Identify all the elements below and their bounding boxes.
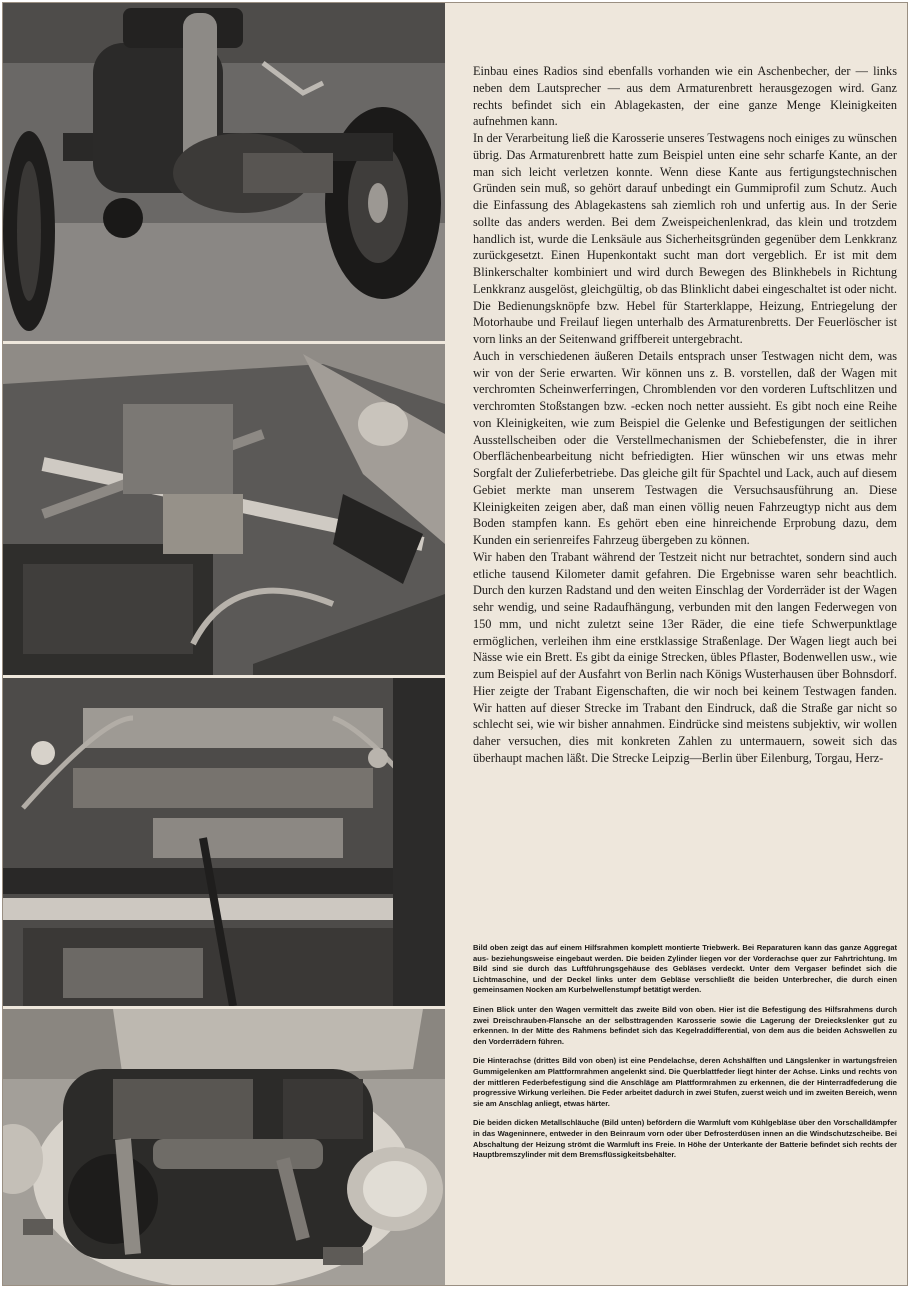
article-paragraph: Wir haben den Trabant während der Testzeit nicht nur betrachtet, sondern sind auch etliche tausend Kilometer damit gefahren. Die Ergebnisse waren sehr beachtlich. Durch den kurzen Radstand und den weiten Einschlag der Vorderräder ist der Wagen sehr wendig, und seine Radaufhängung, verbunden mit den langen Federwegen von 150 mm, und nicht zuletzt seine 13er Räder, die eine tiefe Schwerpunktlage ermöglichen, verleihen ihm eine erstklassige Straßenlage. Der Wagen liegt auch bei Nässe wie ein Brett. Es gibt da einige Strecken, übles Pflaster, Bodenwellen usw., wie zum Beispiel auf der Ausfahrt von Berlin nach Königs Wusterhausen über Bohnsdorf. Hier zeigte der Trabant Eigenschaften, die wir noch bei keinem Testwagen fanden. Wir hatten auf dieser Strecke im Trabant den Eindruck, daß die Straße gar nicht so schlecht sei, wie wir bisher annahmen. Eindrücke sind meistens subjektiv, wir wollen daher versuchen, dies mit konkreten Zahlen zu untermauern, soweit sich das überhaupt machen läßt. Die Strecke Leipzig—Berlin über Eilenburg, Torgau, Herz- — [473, 549, 897, 765]
photo-captions — [473, 943, 897, 1170]
article-body — [473, 63, 897, 767]
photo-underside-front — [3, 344, 445, 675]
caption-photo-4: Die beiden dicken Metallschläuche (Bild unten) befördern die Warmluft vom Kühlgebläse über den Vorschalldämpfer in das Wageninnere, entweder in den Beinraum vorn oder über Defrosterdüsen innen an die Windschutzscheibe. Bei Abschaltung der Heizung strömt die Warmluft ins Freie. In Höhe der Unterkante der Batterie befindet sich rechts der Hauptbremszylinder mit dem Bremsflüssigkeitsbehälter. — [473, 1118, 897, 1160]
article-paragraph: In der Verarbeitung ließ die Karosserie unseres Testwagens noch einiges zu wünschen übrig. Das Armaturenbrett hatte zum Beispiel unten eine sehr scharfe Kante, an der man sich leicht verletzen konnte. Wenn diese Kante aus fertigungstechnischen Gründen sein muß, so gehört darauf unbedingt ein Gummiprofil zum Schutz. Auch die Einfassung des Ablagekastens sah ziemlich roh und unfertig aus. In der Serie sollte das anders werden. Bei dem Zweispeichenlenkrad, das klein und trotzdem handlich ist, wurde die Lenksäule aus Sicherheitsgründen gegenüber dem Lenkkranz zurückgesetzt. Einen Hupenkontakt sucht man dort vergeblich. Er ist mit dem Blinkerschalter kombiniert und wird durch Bewegen des Blinkhebels in Richtung Lenkkranz ausgelöst, gleichgültig, ob das Blinklicht dabei eingeschaltet ist oder nicht. Die Bedienungsknöpfe bzw. Hebel für Starterklappe, Heizung, Entriegelung der Motorhaube und Freilauf liegen unterhalb des Armaturenbretts. Der Feuerlöscher ist vorn links an der Seitenwand griffbereit untergebracht. — [473, 131, 897, 346]
photo-rear-axle — [3, 678, 445, 1006]
photo-engine-subframe — [3, 3, 445, 341]
article-paragraph: Einbau eines Radios sind ebenfalls vorhanden wie ein Aschenbecher, der — links neben dem Lautsprecher — aus dem Armaturenbrett herausgezogen wird. Ganz rechts befindet sich ein Ablagekasten, der eine ganze Menge Kleinigkeiten aufnehmen kann. — [473, 64, 897, 129]
magazine-page — [2, 2, 908, 1286]
photo-engine-bay — [3, 1009, 445, 1286]
caption-photo-1: Bild oben zeigt das auf einem Hilfsrahmen komplett montierte Triebwerk. Bei Reparaturen kann das ganze Aggregat aus- beziehungsweise eingebaut werden. Die beiden Zylinder liegen vor der Vorderachse quer zur Fahrtrichtung. Im Bild sind sie durch das Luftführungsgehäuse des Gebläses verdeckt. Unter dem Vergaser befindet sich die Lichtmaschine, und der Deckel links unter dem Gebläse verschließt die beiden Unterbrecher, die durch einen gemeinsamen Nocken am Kurbelwellenstumpf betätigt werden. — [473, 943, 897, 995]
caption-photo-2: Einen Blick unter den Wagen vermittelt das zweite Bild von oben. Hier ist die Befestigung des Hilfsrahmens durch zwei Dreischrauben-Flansche an der selbsttragenden Karosserie sowie die Lagerung der Dreieckslenker gut zu erkennen. In der Mitte des Rahmens befindet sich das Kegelraddifferential, von dem aus die beiden Achswellen zu den Vorderrädern führen. — [473, 1004, 897, 1046]
caption-photo-3: Die Hinterachse (drittes Bild von oben) ist eine Pendelachse, deren Achshälften und Längslenker in wartungsfreien Gummigelenken am Plattformrahmen angelenkt sind. Die Querblattfeder liegt hinter der Achse. Links und rechts von der mittleren Federbefestigung sind die Anschläge am Plattformrahmen zu erkennen, die der Hinterradfederung die progressive Wirkung verleihen. Die Feder arbeitet dadurch in zwei Stufen, zuerst weich und im zweiten Bereich, wenn sie am Anschlag anliegt, etwas härter. — [473, 1056, 898, 1108]
article-paragraph: Auch in verschiedenen äußeren Details entsprach unser Testwagen nicht dem, was wir von der Serie erwarten. Wir können uns z. B. vorstellen, daß der Wagen mit verchromten Scheinwerferringen, Chromblenden vor den vorderen Luftschlitzen und verchromten Stoßstangen bzw. -ecken noch netter aussieht. Es gibt noch eine Reihe von Kleinigkeiten, wie zum Beispiel die Gelenke und Befestigungen der seitlichen Ausstellscheiben oder die Verstellmechanismen der Schiebefenster, die in ihrer Oberflächenbearbeitung nicht befriedigten. Hier wünschen wir uns etwas mehr Sorgfalt der Zulieferbetriebe. Das gleiche gilt für Spachtel und Lack, auch auf diesem Gebiet merkte man unserem Testwagen die Versuchsausführung an. Diese Kleinigkeiten zeigen aber, daß man einen völlig neuen Fahrzeugtyp nicht aus dem Boden stampfen kann. Es gehört eben eine hinreichende Erprobung dazu, dem Kunden ein serienreifes Fahrzeug übergeben zu können. — [473, 348, 897, 547]
